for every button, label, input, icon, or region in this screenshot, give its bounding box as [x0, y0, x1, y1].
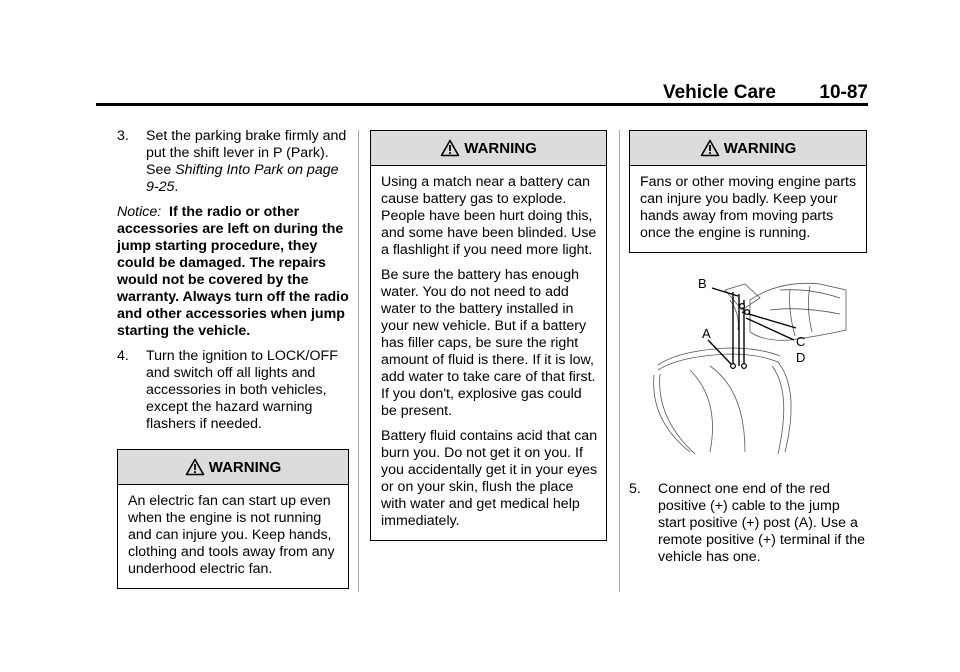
step-5	[629, 481, 867, 566]
step-4	[117, 348, 349, 433]
warning-body	[118, 485, 348, 588]
cross-reference-link[interactable]: Shifting Into Park	[175, 162, 284, 178]
column-divider-1	[358, 130, 359, 592]
column-1	[117, 128, 349, 589]
diagram-label-c: C	[796, 334, 806, 349]
step-text: Set the parking brake firmly and put the shift lever in P (Park). See	[146, 128, 347, 178]
diagram-label-b: B	[698, 276, 707, 291]
warning-title: WARNING	[208, 458, 282, 476]
warning-text: Fans or other moving engine parts can injure you badly. Keep your hands away from moving parts once the engine is running.	[640, 174, 857, 241]
warning-paragraph-2: Be sure the battery has enough water. You do not need to add water to the battery installed in your new vehicle. But if a battery has filler caps, be sure the right amount of fluid is there. If it is low, add water to take care of that first. If you don't, explosive gas could be present.	[381, 267, 596, 419]
section-title: Vehicle Care	[662, 82, 776, 103]
step-text-end: .	[174, 179, 179, 195]
step-number: 3.	[117, 128, 129, 144]
warning-header	[371, 131, 606, 166]
diagram-label-d: D	[796, 350, 806, 365]
warning-body	[630, 166, 866, 252]
warning-paragraph-3: Battery fluid contains acid that can burn you. Do not get it on you. If you accidentally get it in your eyes or on your skin, flush the place with water and get medical help immediately.	[381, 428, 598, 529]
step-text: Connect one end of the red positive (+) cable to the jump start positive (+) post (A). Use a remote positive (+) terminal if the vehicle has one.	[658, 481, 865, 565]
page-number: 10-87	[819, 82, 868, 103]
header-rule	[96, 103, 868, 106]
notice	[117, 204, 349, 340]
warning-text: An electric fan can start up even when the engine is not running and can injure you. Keep hands, clothing and tools away from any underhood electric fan.	[128, 493, 335, 577]
warning-header	[630, 131, 866, 166]
warning-paragraph-1: Using a match near a battery can cause battery gas to explode. People have been hurt doing this, and some have been blinded. Use a flashlight if you need more light.	[381, 174, 597, 258]
notice-label: Notice:	[117, 204, 162, 220]
jump-start-diagram	[650, 270, 850, 460]
warning-box-fan	[117, 449, 349, 589]
page-header	[96, 82, 868, 102]
warning-box-battery	[370, 130, 607, 541]
warning-triangle-icon	[440, 139, 460, 157]
warning-title: WARNING	[464, 139, 537, 157]
warning-triangle-icon	[185, 458, 205, 476]
diagram-label-a: A	[702, 326, 711, 341]
warning-triangle-icon	[700, 139, 720, 157]
step-number: 5.	[629, 481, 641, 497]
column-divider-2	[619, 130, 620, 592]
warning-body	[371, 166, 606, 540]
warning-header	[118, 450, 348, 485]
step-number: 4.	[117, 348, 129, 364]
cross-reference-page: on page 9-25	[146, 162, 339, 195]
step-text: Turn the ignition to LOCK/OFF and switch off all lights and accessories in both vehicles, except the hazard warning flashers if needed.	[146, 348, 338, 432]
warning-title: WARNING	[723, 139, 797, 157]
step-3	[117, 128, 349, 196]
warning-box-moving-parts	[629, 130, 867, 253]
notice-text: If the radio or other accessories are left on during the jump starting procedure, they could be damaged. The repairs would not be covered by the warranty. Always turn off the radio and other accessories when jump starting the vehicle.	[117, 204, 349, 339]
column-2	[370, 128, 607, 541]
